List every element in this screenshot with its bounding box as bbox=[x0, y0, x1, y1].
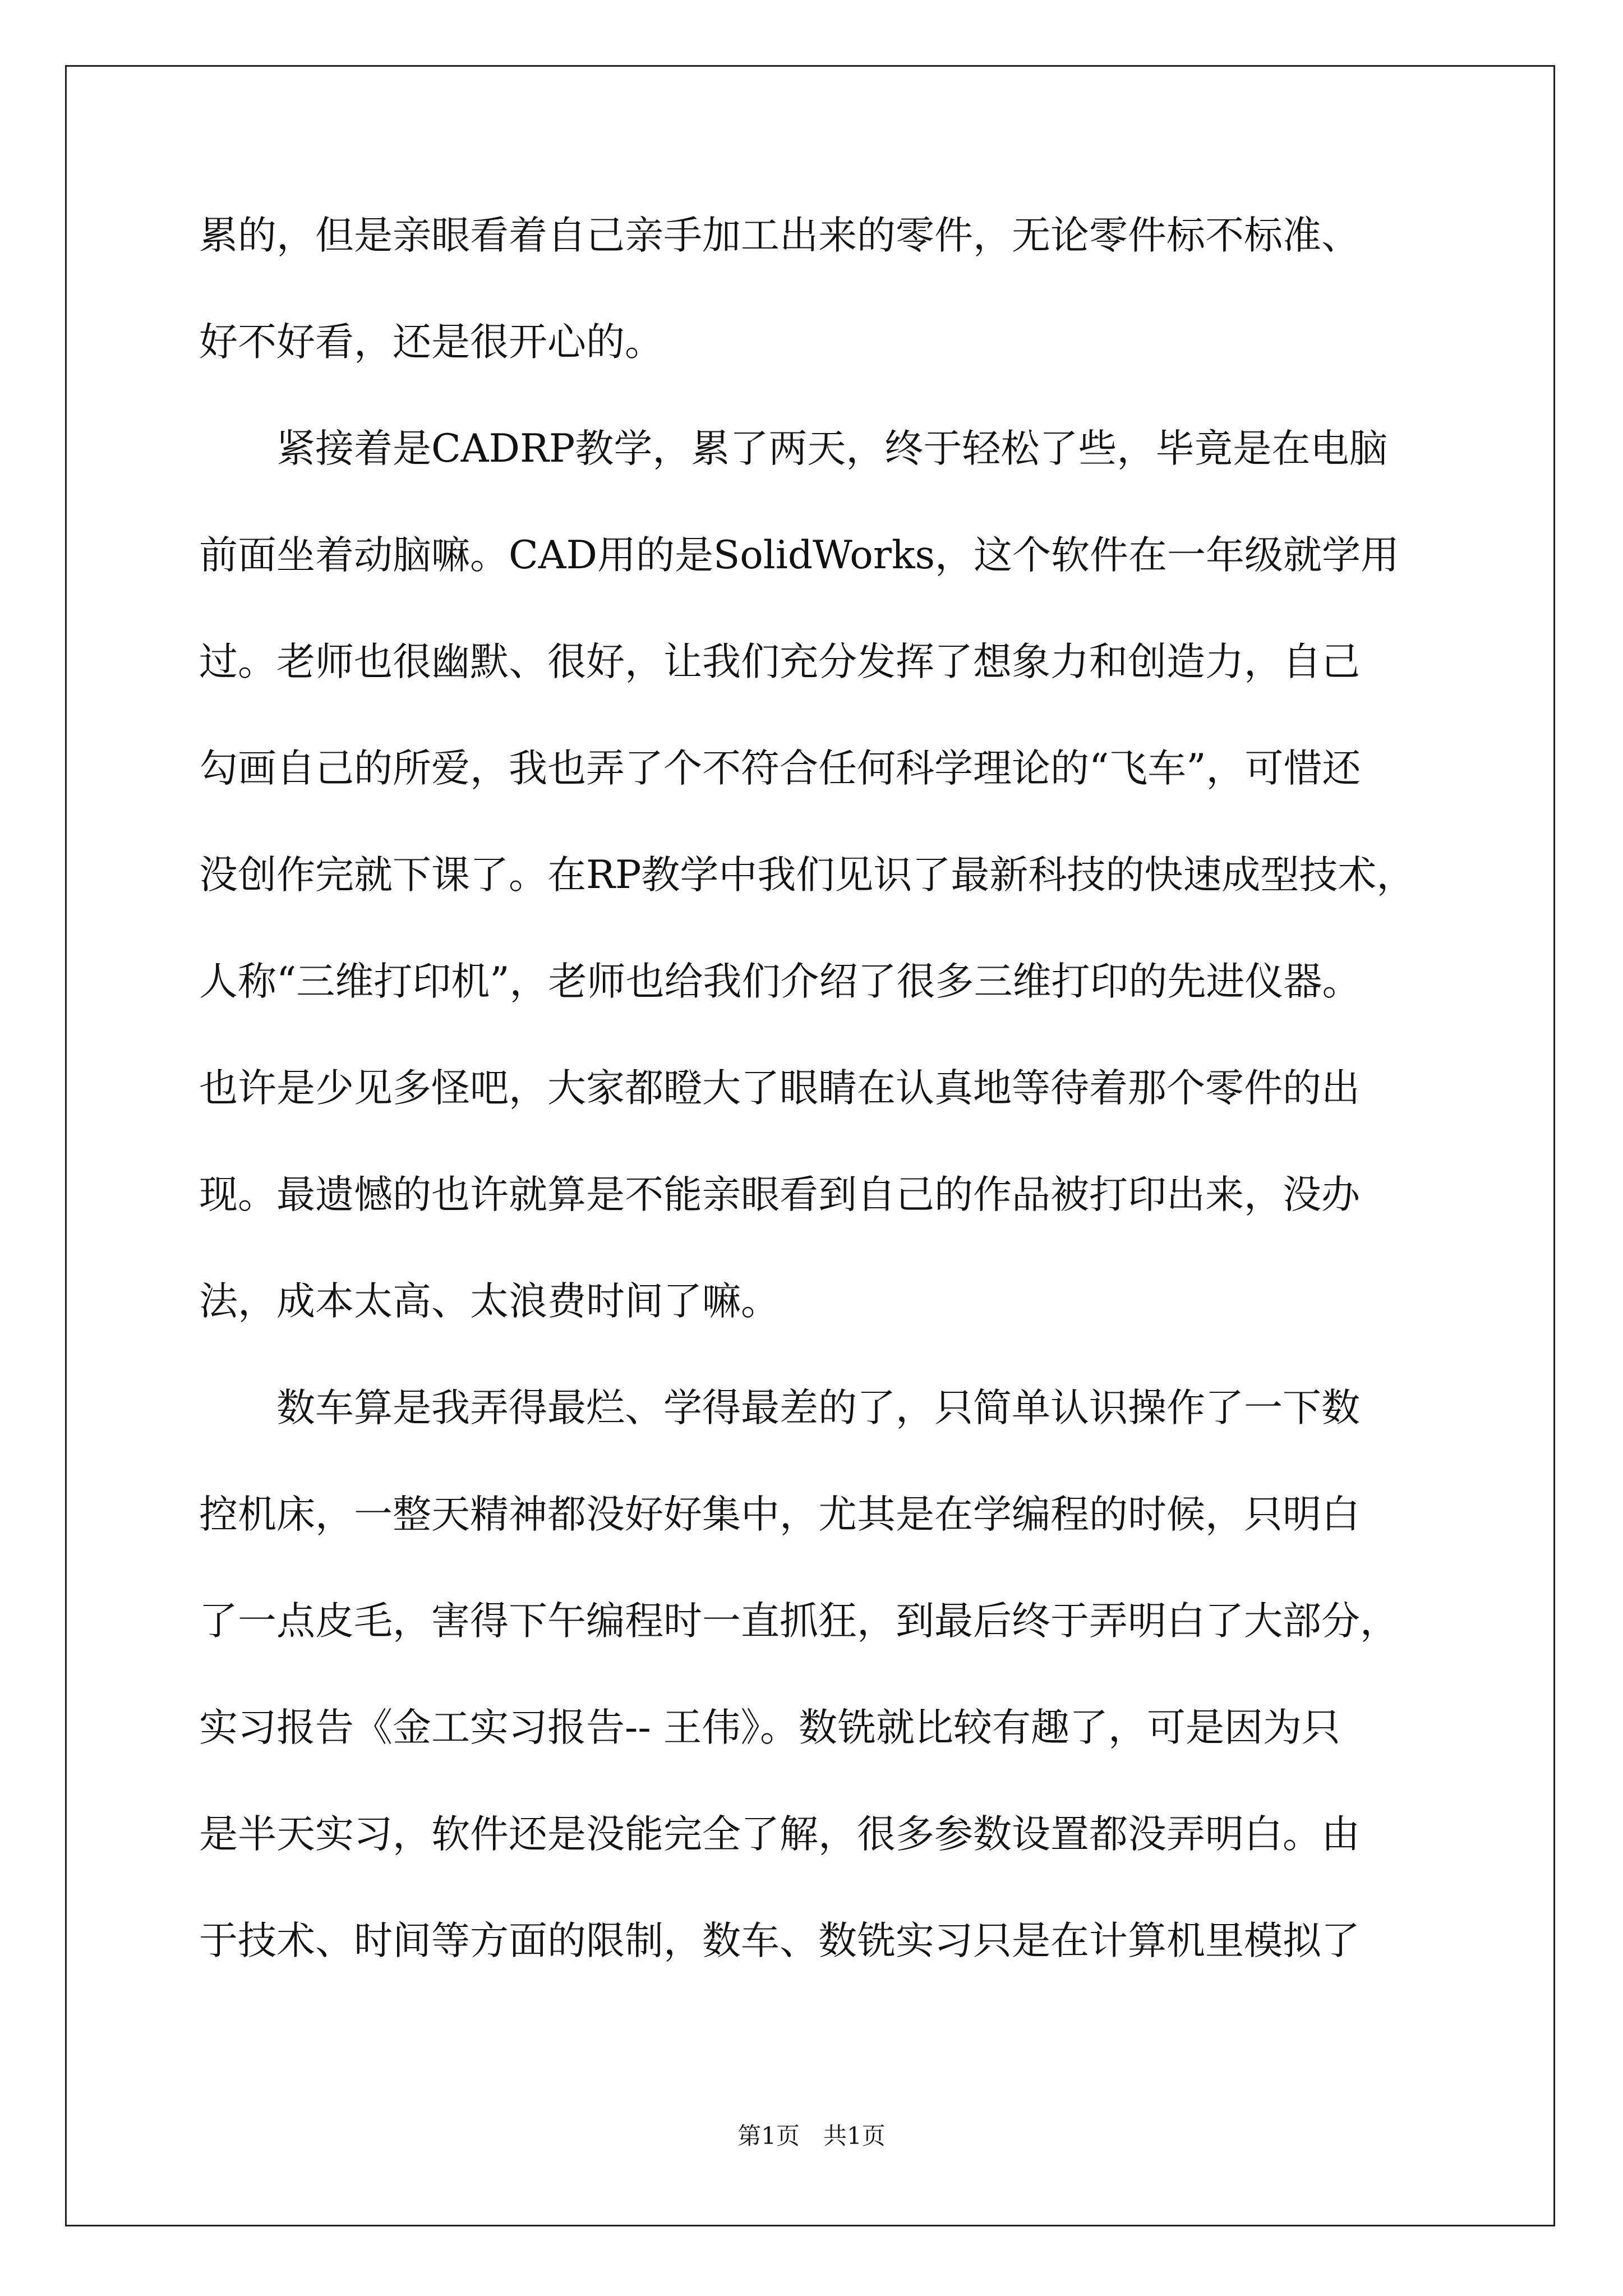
text-line: 也许是少见多怪吧，大家都瞪大了眼睛在认真地等待着那个零件的出 bbox=[199, 1066, 1360, 1111]
text-line: 于技术、时间等方面的限制，数车、数铣实习只是在计算机里模拟了 bbox=[199, 1918, 1360, 1963]
text-line: 前面坐着动脑嘛。CAD用的是SolidWorks，这个软件在一年级就学用 bbox=[199, 533, 1400, 578]
text-line: 了一点皮毛，害得下午编程时一直抓狂，到最后终于弄明白了大部分， bbox=[199, 1599, 1399, 1644]
page-border bbox=[65, 65, 1555, 2226]
text-line: 法，成本太高、太浪费时间了嘛。 bbox=[199, 1279, 780, 1324]
text-line: 紧接着是CADRP教学，累了两天，终于轻松了些，毕竟是在电脑 bbox=[199, 426, 1388, 471]
text-line: 累的，但是亲眼看着自己亲手加工出来的零件，无论零件标不标准、 bbox=[199, 213, 1360, 258]
text-line: 数车算是我弄得最烂、学得最差的了，只简单认识操作了一下数 bbox=[199, 1386, 1360, 1430]
text-line: 没创作完就下课了。在RP教学中我们见识了最新科技的快速成型技术， bbox=[199, 853, 1415, 898]
text-line: 实习报告《金工实习报告-- 王伟》。数铣就比较有趣了，可是因为只 bbox=[199, 1705, 1341, 1750]
text-line: 好不好看，还是很开心的。 bbox=[199, 320, 663, 365]
text-line: 勾画自己的所爱，我也弄了个不符合任何科学理论的“飞车”，可惜还 bbox=[199, 746, 1361, 791]
text-line: 过。老师也很幽默、很好，让我们充分发挥了想象力和创造力，自己 bbox=[199, 639, 1360, 684]
text-line: 是半天实习，软件还是没能完全了解，很多参数设置都没弄明白。由 bbox=[199, 1812, 1360, 1857]
text-line: 现。最遗憾的也许就算是不能亲眼看到自己的作品被打印出来，没办 bbox=[199, 1172, 1360, 1217]
text-line: 控机床，一整天精神都没好好集中，尤其是在学编程的时候，只明白 bbox=[199, 1492, 1360, 1537]
page-number: 第1页 共1页 bbox=[737, 2122, 886, 2150]
text-line: 人称“三维打印机”，老师也给我们介绍了很多三维打印的先进仪器。 bbox=[199, 959, 1361, 1004]
